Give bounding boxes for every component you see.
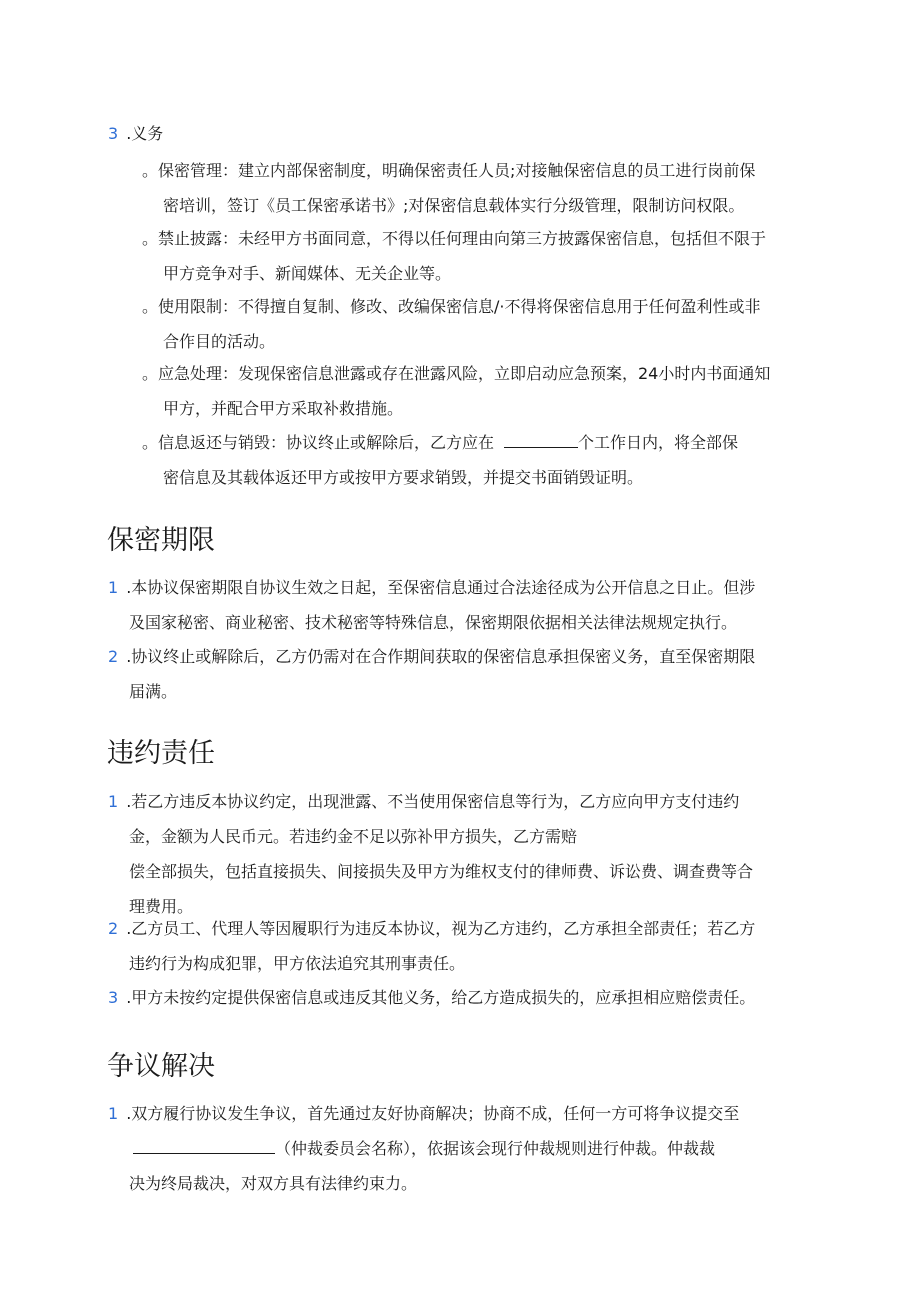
section-heading: 违约责任 (107, 738, 215, 769)
section-heading: 争议解决 (107, 1051, 215, 1082)
list-item: 。禁止披露：未经甲方书面同意，不得以任何理由向第三方披露保密信息，包括但不限于 甲方竞争对手、新闻媒体、无关企业等。 (142, 229, 767, 283)
list-number: 3 (108, 124, 119, 143)
list-item: 2 .协议终止或解除后，乙方仍需对在合作期间获取的保密信息承担保密义务，直至保密期限 届满。 (108, 647, 756, 701)
list-item: 。使用限制：不得擅自复制、修改、改编保密信息/·不得将保密信息用于任何盈利性或非 合作目的活动。 (142, 297, 761, 351)
list-item: 1 .若乙方违反本协议约定，出现泄露、不当使用保密信息等行为，乙方应向甲方支付违约 金，金额为人民币元。若违约金不足以弥补甲方损失，乙方需赔 偿全部损失，包括直接损失、间接损失及甲方为维权支付的律师费、诉讼费、调查费等合 理费用。 (108, 792, 754, 916)
list-item: 。信息返还与销毁：协议终止或解除后，乙方应在 个工作日内，将全部保 密信息及其载体返还甲方或按甲方要求销毁，并提交书面销毁证明。 (142, 433, 739, 487)
list-item: 。应急处理：发现保密信息泄露或存在泄露风险，立即启动应急预案，24小时内书面通知 甲方，并配合甲方采取补救措施。 (142, 364, 771, 418)
section-label: .义务 (126, 124, 164, 143)
list-item: 2 .乙方员工、代理人等因履职行为违反本协议，视为乙方违约，乙方承担全部责任；若乙方 违约行为构成犯罪，甲方依法追究其刑事责任。 (108, 919, 756, 973)
blank-field (133, 1137, 275, 1154)
list-item: 。保密管理：建立内部保密制度，明确保密责任人员;对接触保密信息的员工进行岗前保 密培训，签订《员工保密承诺书》;对保密信息载体实行分级管理，限制访问权限。 (142, 161, 756, 215)
list-item: 3 .甲方未按约定提供保密信息或违反其他义务，给乙方造成损失的，应承担相应赔偿责任。 (108, 988, 756, 1007)
section-heading: 保密期限 (107, 525, 215, 556)
blank-field (504, 431, 578, 448)
list-item: 1 .双方履行协议发生争议，首先通过友好协商解决；协商不成，任何一方可将争议提交至 （仲裁委员会名称），依据该会现行仲裁规则进行仲裁。仲裁裁 决为终局裁决，对双方具有法律约束力。 (108, 1104, 740, 1193)
list-item: 1 .本协议保密期限自协议生效之日起，至保密信息通过合法途径成为公开信息之日止。但涉 及国家秘密、商业秘密、技术秘密等特殊信息，保密期限依据相关法律法规规定执行。 (108, 578, 756, 632)
obligations-title (108, 116, 808, 151)
